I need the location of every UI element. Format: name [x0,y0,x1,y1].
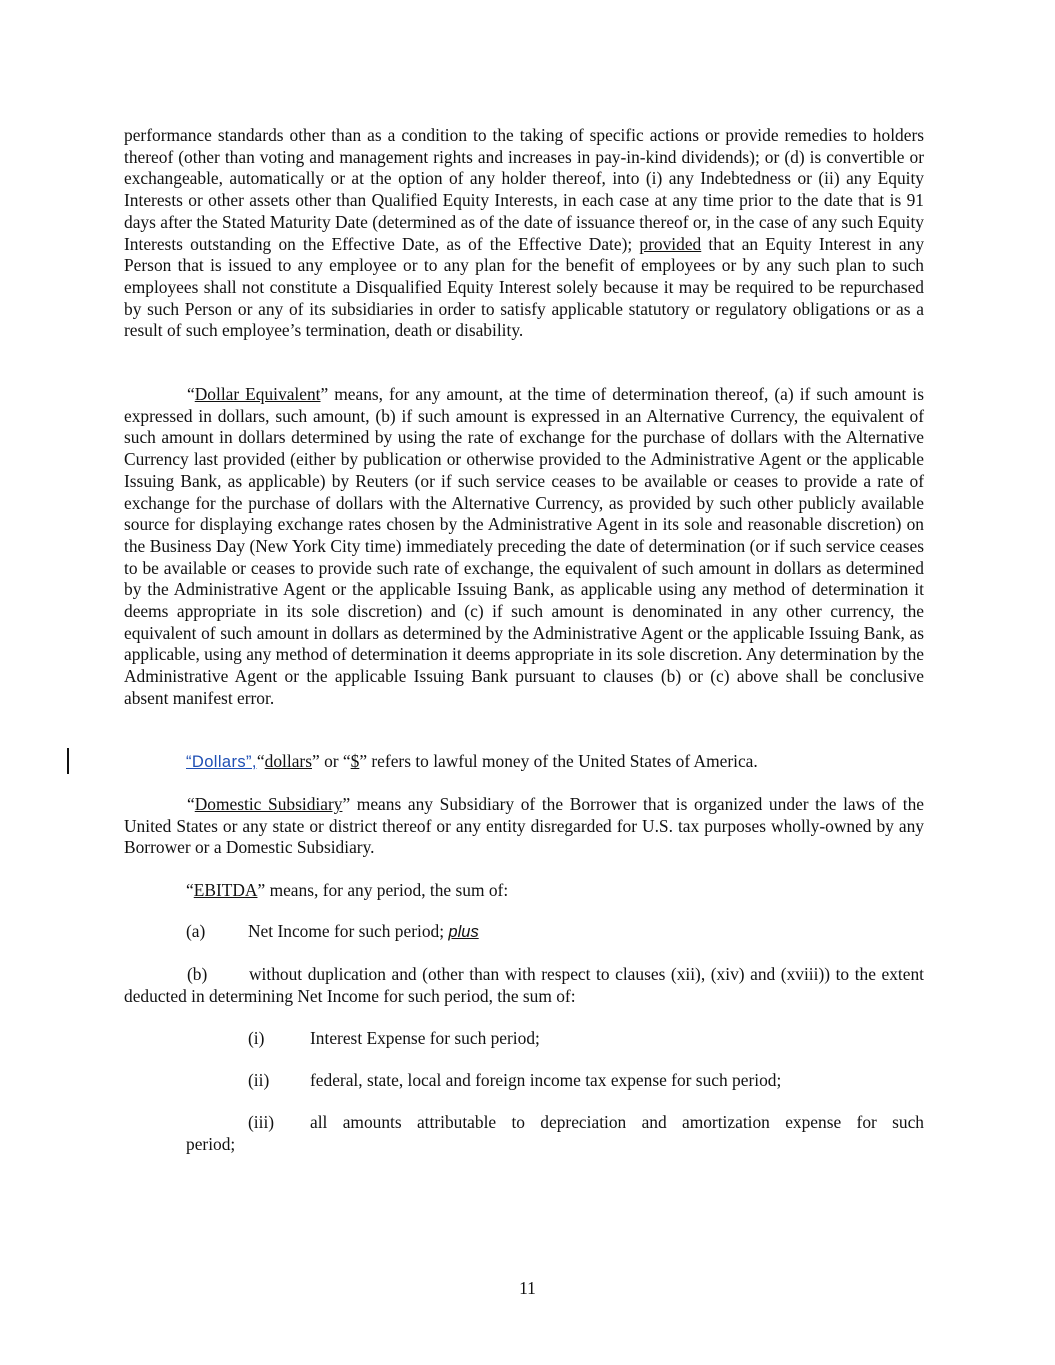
clause-text: Interest Expense for such period; [310,1028,540,1048]
definition-dollar-equivalent [124,384,924,710]
definition-text: ” refers to lawful money of the United States of America. [359,751,758,771]
definition-text: ” means, for any amount, at the time of determination thereof, (a) if such amount is expressed in dollars, such amount, (b) if such amount is expressed in an Alternative Currency, the equivalent of such amount in dollars determined by using the rate of exchange for the purchase of dollars with the Alternative Currency last provided (either by publication or otherwise provided to the Administrative Agent or the applicable Issuing Bank, as applicable) by Reuters (or if such service ceases to be available or ceases to provide a rate of exchange for the purchase of dollars with the Alternative Currency, as provided by such other publicly available source for displaying exchange rates chosen by the Administrative Agent in its sole and reasonable discretion) on the Business Day (New York City time) immediately preceding the date of determination (or if such service ceases to be available or ceases to provide such rate of exchange, the equivalent of such amount in dollars as determined by the Administrative Agent or the applicable Issuing Bank, as applicable using any method of determination it deems appropriate in its sole discretion) and (c) if such amount is denominated in any other currency, the equivalent of such amount in dollars as determined by the Administrative Agent or the applicable Issuing Bank, as applicable, using any method of determination it deems appropriate in its sole discretion. Any determination by the Administrative Agent or the applicable Issuing Bank pursuant to clauses (b) or (c) above shall be conclusive absent manifest error. [124,384,924,708]
clause-label: (i) [248,1028,265,1048]
defined-term: EBITDA [193,880,258,900]
provided-term: provided [639,233,702,254]
text: performance standards other than as a condition to the taking of specific actions or provide remedies to holders thereof (other than voting and management rights and increases in pay-in-kind dividends); or (d) is convertible or exchangeable, automatically or at the option of any holder thereof, into (i) any Indebtedness or (ii) any Equity Interests or other assets other than Qualified Equity Interests, in each case at any time prior to the date that is 91 days after the Stated Maturity Date (determined as of the date of issuance thereof or, in the case of any such Equity Interests outstanding on the Effective Date, as of the Effective Date); [124,125,924,254]
clause-i [248,1028,540,1050]
clause-label: (a) [186,921,206,941]
clause-label: (b) [187,964,208,984]
inserted-text: “Dollars”, [186,753,257,771]
definition-ebitda [186,880,508,902]
plus-term: plus [448,923,479,941]
definition-text: ” means any Subsidiary of the Borrower that is organized under the laws of the United States or any state or district thereof or any entity disregarded for U.S. tax purposes wholly-owned by any Borrower or a Domestic Subsidiary. [124,794,924,858]
defined-term: $ [350,751,360,771]
text: that an Equity Interest in any Person that is issued to any employee or to any plan for the benefit of employees or by any such plan to such employees shall not constitute a Disqualified Equity Interest solely because it may be required to be repurchased by such Person or any of its subsidiaries in order to satisfy applicable statutory or regulatory obligations or as a result of such employee’s termination, death or disability. [124,233,925,341]
clause-label: (iii) [248,1112,275,1132]
open-quote: “ [187,794,195,814]
definition-domestic-subsidiary [124,794,924,859]
clause-text-continued: period; [186,1134,236,1154]
clause-text: federal, state, local and foreign income tax expense for such period; [310,1070,782,1090]
revision-bar [67,748,69,774]
clause-a [186,921,479,944]
defined-term: Domestic Subsidiary [194,794,343,814]
clause-text: without duplication and (other than with respect to clauses (xii), (xiv) and (xviii)) to the extent deducted in determining Net Income for such period, the sum of: [124,964,924,1006]
clause-label: (ii) [248,1070,270,1090]
clause-text: all amounts attributable to depreciation and amortization expense for such [310,1112,924,1132]
definition-text: ” means, for any period, the sum of: [257,880,509,900]
text: ” or “ [312,751,351,771]
defined-term: dollars [264,751,312,771]
defined-term: Dollar Equivalent [194,384,321,404]
open-quote: “ [256,751,265,771]
paragraph-disqualified-continuation [124,125,924,342]
page-number: 11 [519,1278,536,1298]
clause-ii [248,1070,781,1092]
clause-b [124,964,924,1007]
clause-text: Net Income for such period; [248,921,449,941]
definition-dollars [186,751,758,774]
open-quote: “ [187,384,195,404]
open-quote: “ [186,880,194,900]
